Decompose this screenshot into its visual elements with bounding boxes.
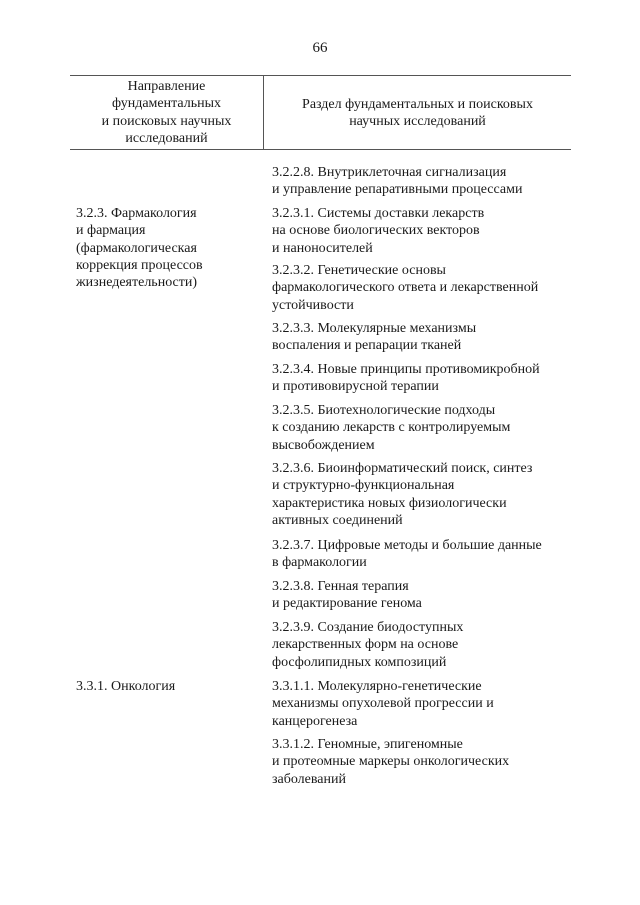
section-entry xyxy=(272,578,572,613)
direction-oncology xyxy=(76,678,264,695)
section-line: и редактирование генома xyxy=(272,596,422,612)
section-entry xyxy=(272,736,572,788)
section-line: 3.2.3.5. Биотехнологические подходы xyxy=(272,403,496,418)
section-line: 3.2.3.4. Новые принципы противомикробной xyxy=(272,362,540,377)
section-line: 3.2.3.1. Системы доставки лекарств xyxy=(272,206,485,221)
header-line: Направление xyxy=(127,79,206,94)
section-entry xyxy=(272,262,572,314)
column-header-direction xyxy=(70,78,263,147)
section-entry xyxy=(272,537,572,572)
header-line: научных исследований xyxy=(349,114,486,130)
section-line: механизмы опухолевой прогрессии и xyxy=(272,696,494,712)
column-header-section xyxy=(264,96,571,131)
section-line: 3.2.3.8. Генная терапия xyxy=(272,579,409,594)
section-line: высвобождением xyxy=(272,437,375,453)
table-header-bottom-border xyxy=(70,149,571,150)
section-line: устойчивости xyxy=(272,297,354,313)
header-line: и поисковых научных xyxy=(101,113,232,129)
page-number: 66 xyxy=(312,40,328,56)
section-entry xyxy=(272,361,572,396)
direction-line: 3.3.1. Онкология xyxy=(76,679,176,694)
section-line: 3.2.3.6. Биоинформатический поиск, синтез xyxy=(272,461,533,476)
section-line: и противовирусной терапии xyxy=(272,379,439,395)
section-entry xyxy=(272,678,572,730)
section-line: канцерогенеза xyxy=(272,713,358,729)
section-line: фосфолипидных композиций xyxy=(272,654,447,670)
section-line: 3.2.3.9. Создание биодоступных xyxy=(272,620,464,635)
section-entry xyxy=(272,619,572,671)
section-line: и структурно-функциональная xyxy=(272,478,455,494)
header-line: исследований xyxy=(125,130,208,146)
section-entry xyxy=(272,460,572,529)
section-line: 3.3.1.1. Молекулярно-генетические xyxy=(272,679,482,694)
section-line: лекарственных форм на основе xyxy=(272,637,459,653)
section-line: 3.2.2.8. Внутриклеточная сигнализация xyxy=(272,165,507,180)
section-line: на основе биологических векторов xyxy=(272,223,480,239)
section-line: и протеомные маркеры онкологических xyxy=(272,754,510,770)
section-line: 3.2.3.7. Цифровые методы и большие данные xyxy=(272,538,542,553)
section-entry xyxy=(272,402,572,454)
section-entry xyxy=(272,320,572,355)
direction-line: 3.2.3. Фармакология xyxy=(76,206,197,221)
section-line: в фармакологии xyxy=(272,555,367,571)
direction-line: (фармакологическая xyxy=(76,240,197,256)
section-line: и управление репаративными процессами xyxy=(272,182,523,198)
section-entry xyxy=(272,205,572,257)
direction-line: и фармация xyxy=(76,223,146,239)
section-line: характеристика новых физиологически xyxy=(272,495,507,511)
section-line: и наноносителей xyxy=(272,240,373,256)
section-line: 3.3.1.2. Геномные, эпигеномные xyxy=(272,737,463,752)
direction-pharmacology xyxy=(76,205,264,291)
section-entry xyxy=(272,164,572,199)
section-line: 3.2.3.3. Молекулярные механизмы xyxy=(272,321,477,336)
header-line: фундаментальных xyxy=(111,96,221,112)
section-line: к созданию лекарств с контролируемым xyxy=(272,420,511,436)
section-line: воспаления и репарации тканей xyxy=(272,338,462,354)
section-line: 3.2.3.2. Генетические основы xyxy=(272,263,446,278)
header-line: Раздел фундаментальных и поисковых xyxy=(302,97,533,112)
direction-line: жизнедеятельности) xyxy=(76,275,198,291)
section-line: активных соединений xyxy=(272,512,403,528)
section-line: фармакологического ответа и лекарственной xyxy=(272,280,539,296)
direction-line: коррекция процессов xyxy=(76,257,203,273)
table-top-border xyxy=(70,75,571,76)
section-line: заболеваний xyxy=(272,771,346,787)
